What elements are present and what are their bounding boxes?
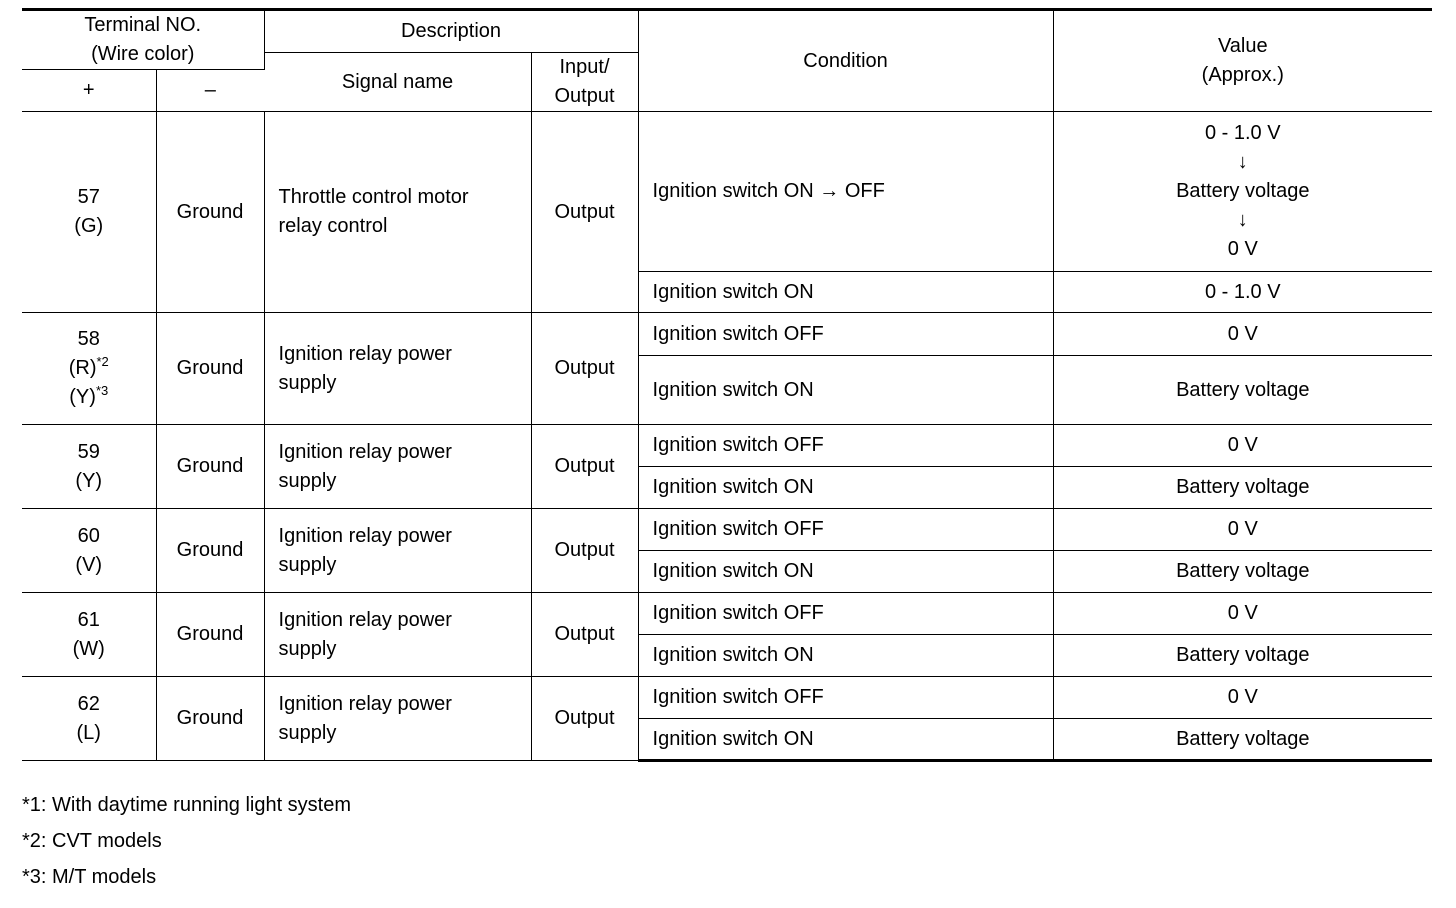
signal-name-cell: Throttle control motor relay control	[264, 112, 531, 313]
minus-cell: Ground	[156, 112, 264, 313]
terminal-cell: 57 (G)	[22, 112, 156, 313]
signal-name-cell: Ignition relay power supply	[264, 509, 531, 593]
table-row	[22, 313, 1432, 356]
footnote: *1: With daytime running light system	[22, 794, 352, 816]
value-cell: 0 - 1.0 V	[1053, 272, 1432, 313]
down-arrow-icon: ↓	[1237, 209, 1248, 231]
value-cell: Battery voltage	[1053, 467, 1432, 509]
header-terminal-no: Terminal NO. (Wire color)	[22, 10, 264, 70]
table-row	[22, 593, 1432, 635]
minus-cell: Ground	[156, 593, 264, 677]
header-description: Description	[264, 10, 638, 53]
condition-cell: Ignition switch ON	[638, 356, 1053, 425]
value-cell: 0 V	[1053, 509, 1432, 551]
terminal-cell: 59 (Y)	[22, 425, 156, 509]
footnote: *3: M/T models	[22, 866, 157, 888]
table-row	[22, 425, 1432, 467]
value-cell: Battery voltage	[1053, 635, 1432, 677]
terminal-cell: 58 $(R)^{*2}$ $(Y)^{*3}$	[22, 313, 156, 425]
io-cell: Output	[531, 313, 638, 425]
condition-cell: Ignition switch ON → OFF	[638, 112, 1053, 272]
condition-cell: Ignition switch ON	[638, 719, 1053, 761]
condition-cell: Ignition switch OFF	[638, 313, 1053, 356]
table-row	[22, 112, 1432, 272]
terminal-cell: 61 (W)	[22, 593, 156, 677]
signal-name-cell: Ignition relay power supply	[264, 313, 531, 425]
header-value: Value (Approx.)	[1053, 10, 1432, 112]
io-cell: Output	[531, 425, 638, 509]
signal-name-cell: Ignition relay power supply	[264, 593, 531, 677]
condition-cell: Ignition switch OFF	[638, 509, 1053, 551]
terminal-cell: 62 (L)	[22, 677, 156, 761]
footnotes	[22, 790, 351, 898]
condition-cell: Ignition switch ON	[638, 272, 1053, 313]
minus-cell: Ground	[156, 313, 264, 425]
value-cell: 0 V	[1053, 677, 1432, 719]
value-cell: 0 V	[1053, 425, 1432, 467]
minus-cell: Ground	[156, 425, 264, 509]
footnote: *2: CVT models	[22, 830, 162, 852]
io-cell: Output	[531, 677, 638, 761]
value-cell: 0 V	[1053, 593, 1432, 635]
table-row	[22, 677, 1432, 719]
table-row	[22, 509, 1432, 551]
header-condition: Condition	[638, 10, 1053, 112]
terminal-spec-table	[22, 8, 1432, 762]
value-cell: Battery voltage	[1053, 356, 1432, 425]
value-cell: Battery voltage	[1053, 719, 1432, 761]
header-signal-name: Signal name	[264, 53, 531, 112]
condition-cell: Ignition switch OFF	[638, 593, 1053, 635]
minus-cell: Ground	[156, 509, 264, 593]
io-cell: Output	[531, 593, 638, 677]
condition-cell: Ignition switch ON	[638, 635, 1053, 677]
header-minus: –	[156, 70, 264, 112]
terminal-cell: 60 (V)	[22, 509, 156, 593]
signal-name-cell: Ignition relay power supply	[264, 425, 531, 509]
header-plus: +	[22, 70, 156, 112]
condition-cell: Ignition switch ON	[638, 467, 1053, 509]
condition-cell: Ignition switch OFF	[638, 677, 1053, 719]
io-cell: Output	[531, 509, 638, 593]
header-input-output: Input/ Output	[531, 53, 638, 112]
value-cell: 0 V	[1053, 313, 1432, 356]
minus-cell: Ground	[156, 677, 264, 761]
value-cell: 0 - 1.0 V ↓ Battery voltage ↓ 0 V	[1053, 112, 1432, 272]
down-arrow-icon: ↓	[1237, 151, 1248, 173]
io-cell: Output	[531, 112, 638, 313]
value-cell: Battery voltage	[1053, 551, 1432, 593]
condition-cell: Ignition switch OFF	[638, 425, 1053, 467]
signal-name-cell: Ignition relay power supply	[264, 677, 531, 761]
condition-cell: Ignition switch ON	[638, 551, 1053, 593]
